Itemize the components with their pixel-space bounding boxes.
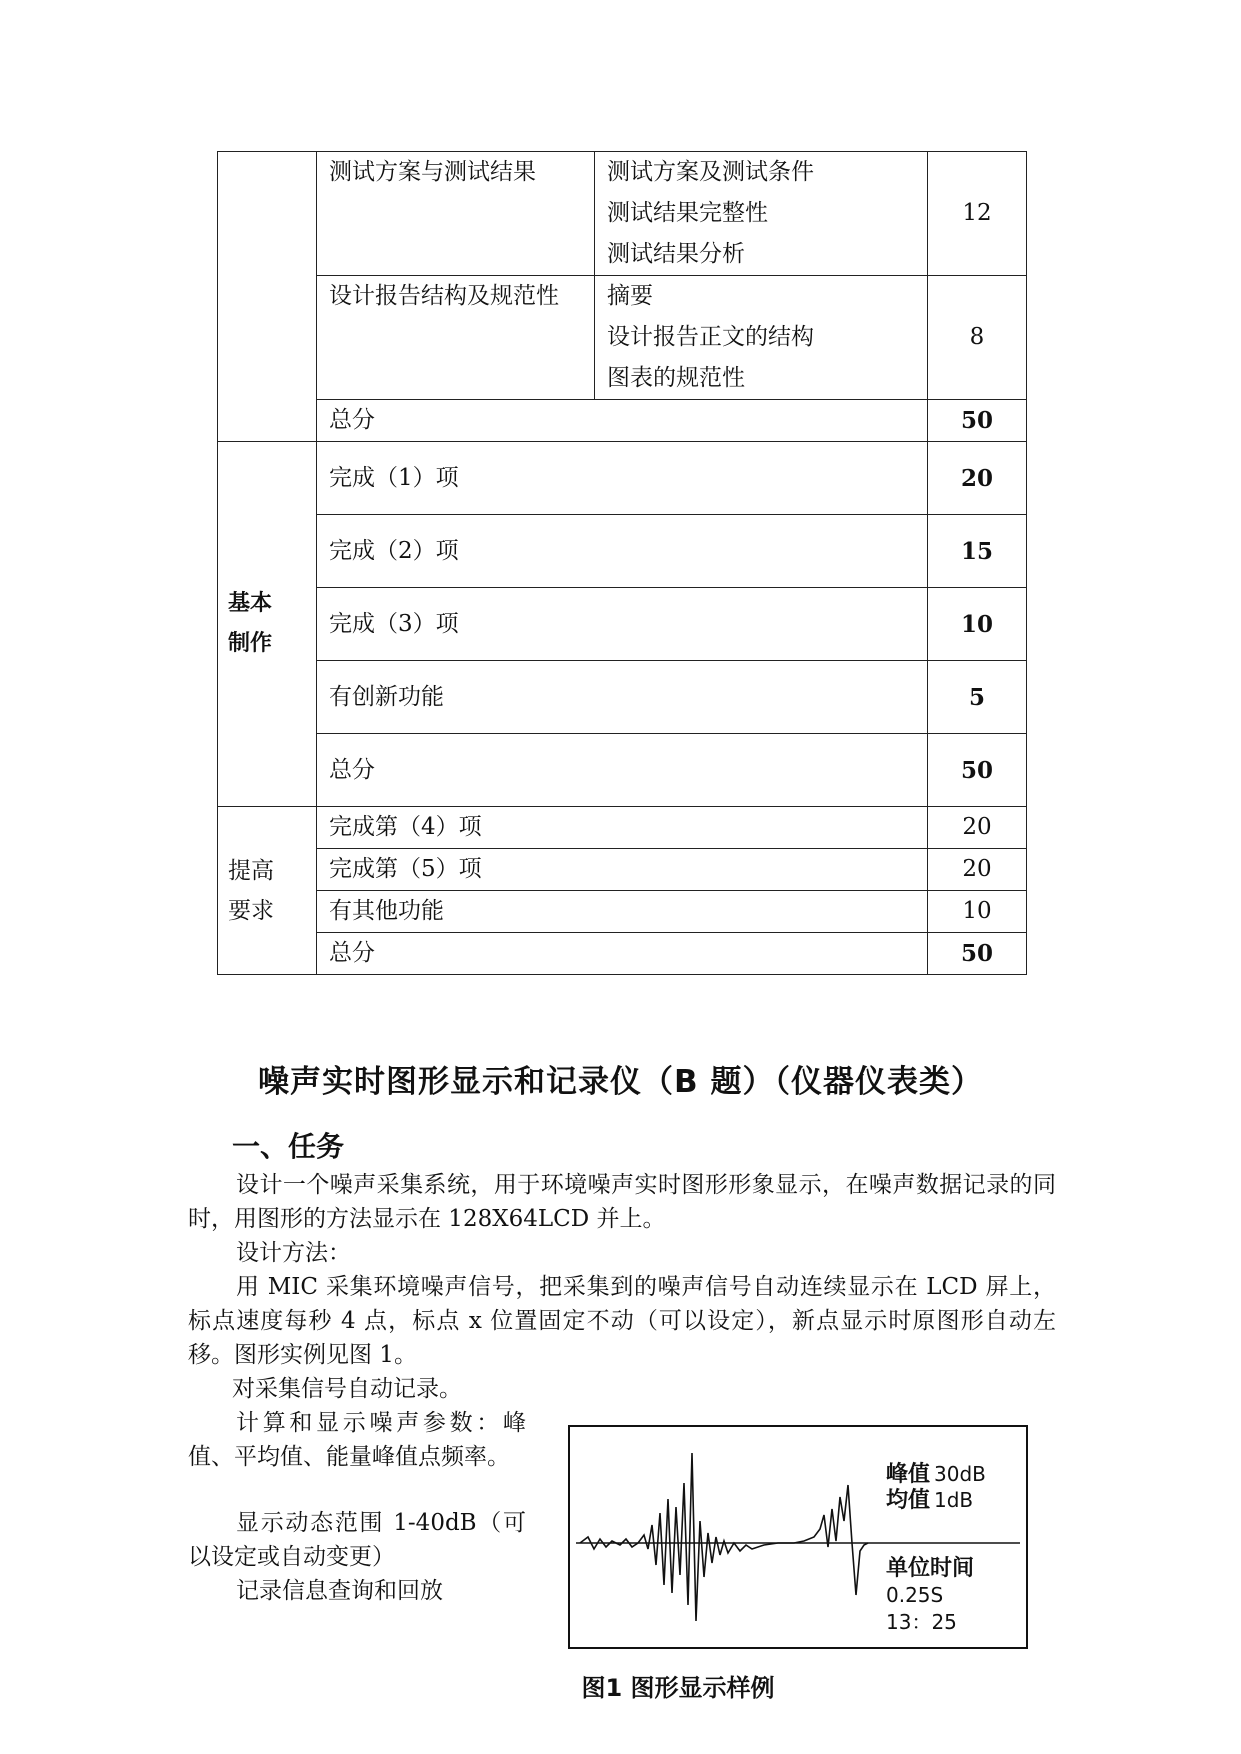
item-cell: 完成（3）项 [317, 588, 928, 661]
unit-time-value: 0.25S [886, 1583, 944, 1607]
item-cell: 有创新功能 [317, 661, 928, 734]
table-row [218, 734, 1027, 807]
points-cell: 20 [928, 849, 1027, 891]
points-cell: 20 [928, 442, 1027, 515]
subcategory-cell: 测试方案与测试结果 [317, 152, 595, 276]
subcategory-cell: 设计报告结构及规范性 [317, 276, 595, 400]
points-cell: 10 [928, 891, 1027, 933]
category-cell [218, 807, 317, 975]
lcd-display-figure [568, 1425, 1028, 1649]
content-line: 设计报告正文的结构 [607, 324, 814, 350]
category-cell [218, 442, 317, 807]
item-cell: 完成（2）项 [317, 515, 928, 588]
points-cell: 50 [928, 933, 1027, 975]
lcd-frame [569, 1426, 1027, 1648]
item-cell: 总分 [317, 933, 928, 975]
points-cell: 12 [928, 152, 1027, 276]
paragraph: 记录信息查询和回放 [236, 1578, 443, 1604]
paragraph: 设计一个噪声采集系统，用于环境噪声实时图形形象显示，在噪声数据记录的同时，用图形的方法显示在 128X64LCD 并上。 [188, 1172, 1056, 1232]
paragraph: 对采集信号自动记录。 [232, 1376, 462, 1402]
points-cell: 20 [928, 807, 1027, 849]
paragraph: 计算和显示噪声参数：峰值、平均值、能量峰值点频率。 [188, 1410, 526, 1470]
table-row [218, 661, 1027, 734]
content-line: 图表的规范性 [607, 365, 745, 391]
points-cell: 15 [928, 515, 1027, 588]
points-cell: 8 [928, 276, 1027, 400]
category-line: 提高 [228, 857, 274, 884]
unit-time-label: 单位时间 [886, 1556, 975, 1581]
problem-title: 噪声实时图形显示和记录仪（B 题）（仪器仪表类） [258, 1064, 983, 1100]
points-cell: 50 [928, 734, 1027, 807]
paragraph: 设计方法： [236, 1240, 351, 1266]
content-line: 测试结果完整性 [607, 200, 768, 226]
table-row [218, 276, 1027, 400]
clock-readout: 13：25 [886, 1610, 957, 1634]
points-cell: 5 [928, 661, 1027, 734]
points-cell: 10 [928, 588, 1027, 661]
table-row [218, 400, 1027, 442]
table-row [218, 152, 1027, 276]
content-line: 摘要 [607, 283, 653, 309]
total-label-cell: 总分 [317, 400, 928, 442]
peak-value: 30dB [934, 1462, 986, 1486]
category-line: 要求 [228, 897, 274, 924]
content-line: 测试结果分析 [607, 241, 745, 267]
table-row [218, 849, 1027, 891]
section-heading: 一、任务 [232, 1130, 345, 1163]
content-line: 测试方案及测试条件 [607, 159, 814, 185]
table-row [218, 933, 1027, 975]
peak-label: 峰值 [886, 1462, 931, 1487]
table-row [218, 807, 1027, 849]
table-row [218, 442, 1027, 515]
item-cell: 完成（1）项 [317, 442, 928, 515]
item-cell: 完成第（4）项 [317, 807, 928, 849]
table-row [218, 891, 1027, 933]
item-cell: 有其他功能 [317, 891, 928, 933]
category-line: 基本 [228, 591, 273, 616]
avg-value: 1dB [934, 1488, 974, 1512]
table-row [218, 515, 1027, 588]
content-cell [595, 276, 928, 400]
table-row [218, 588, 1027, 661]
figure-caption: 图1 图形显示样例 [581, 1674, 775, 1702]
paragraph: 用 MIC 采集环境噪声信号，把采集到的噪声信号自动连续显示在 LCD 屏上，标点速度每秒 4 点，标点 x 位置固定不动（可以设定），新点显示时原图形自动左移。图形实例见图 1。 [188, 1274, 1056, 1368]
avg-label: 均值 [886, 1488, 931, 1513]
category-cell-empty [218, 152, 317, 442]
total-points-cell: 50 [928, 400, 1027, 442]
category-line: 制作 [228, 631, 273, 656]
item-cell: 总分 [317, 734, 928, 807]
scoring-table [217, 151, 1027, 975]
content-cell [595, 152, 928, 276]
paragraph: 显示动态范围 1-40dB（可以设定或自动变更） [188, 1510, 526, 1570]
item-cell: 完成第（5）项 [317, 849, 928, 891]
